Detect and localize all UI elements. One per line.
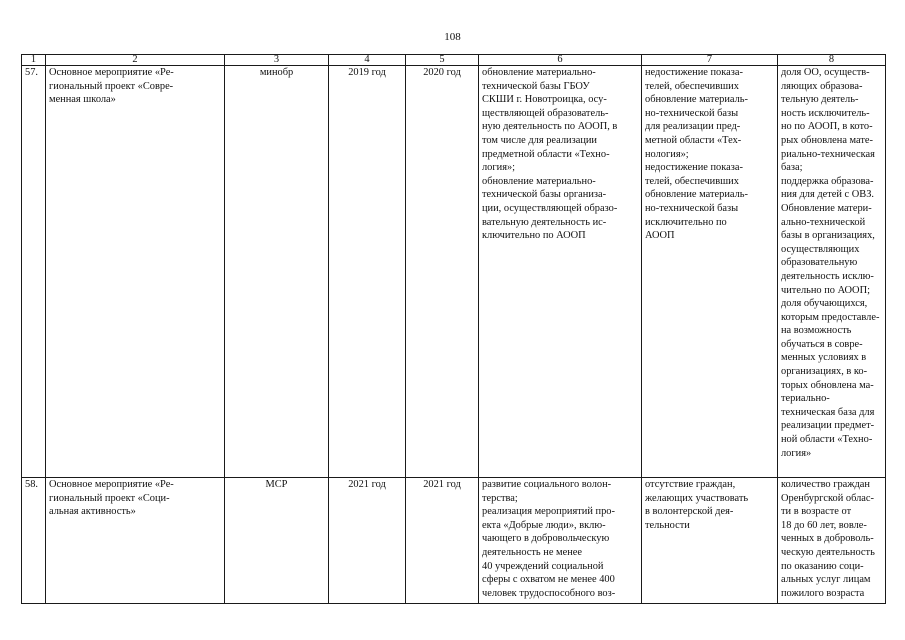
- start-year: 2019 год: [329, 66, 406, 478]
- related-indicators: доля ОО, осуществ- ляющих образова- тельную деятель- ность исключитель- но по АООП, в кото- рых обновлена мате- риально-техническая база; поддержка образова- ния для детей с ОВЗ. Обновление матери- ально-технической базы в организациях, осуществляющих образовательную деятельность исклю- чительно по АООП; доля обучающихся, которым предоставле- на возможность обучаться в совре- менных условиях в организациях, в ко- торых обновлена ма- териально- техническая база для реализации предмет- ной области «Техно- логия»: [778, 66, 886, 478]
- column-number-row: [22, 55, 886, 66]
- column-number: 7: [642, 55, 778, 66]
- end-year: 2021 год: [406, 478, 479, 604]
- event-name: Основное мероприятие «Ре- гиональный проект «Совре- менная школа»: [46, 66, 225, 478]
- row-number: 57.: [22, 66, 46, 478]
- non-implementation-consequences: недостижение показа- телей, обеспечивших обновление материаль- но-технической базы для реализации пред- метной области «Тех- нология»; недостижение показа- телей, обеспечивших обновление материаль- но-технической базы исключительно по АООП: [642, 66, 778, 478]
- column-number: 5: [406, 55, 479, 66]
- end-year: 2020 год: [406, 66, 479, 478]
- program-table: [21, 54, 886, 604]
- column-number: 3: [225, 55, 329, 66]
- event-name: Основное мероприятие «Ре- гиональный проект «Соци- альная активность»: [46, 478, 225, 604]
- table-row: [22, 478, 886, 604]
- non-implementation-consequences: отсутствие граждан, желающих участвовать в волонтерской дея- тельности: [642, 478, 778, 604]
- expected-result: развитие социального волон- терства; реализация мероприятий про- екта «Добрые люди», вклю- чающего в добровольческую деятельность не менее 40 учреждений социальной сферы с охватом не менее 400 человек трудоспособного воз-: [479, 478, 642, 604]
- expected-result: обновление материально- технической базы ГБОУ СКШИ г. Новотроицка, осу- ществляющей образователь- ную деятельность по АООП, в том числе для реализации предметной области «Техно- логия»; обновление материально- технической базы организа- ции, осуществляющей образо- вательную деятельность ис- ключительно по АООП: [479, 66, 642, 478]
- responsible-executor: минобр: [225, 66, 329, 478]
- page-number: 108: [444, 31, 461, 43]
- column-number: 1: [22, 55, 46, 66]
- column-number: 8: [778, 55, 886, 66]
- column-number: 2: [46, 55, 225, 66]
- table-row: [22, 66, 886, 478]
- start-year: 2021 год: [329, 478, 406, 604]
- row-number: 58.: [22, 478, 46, 604]
- column-number: 6: [479, 55, 642, 66]
- related-indicators: количество граждан Оренбургской облас- ти в возрасте от 18 до 60 лет, вовле- ченных в доброволь- ческую деятельность по оказанию соци- альных услуг лицам пожилого возраста: [778, 478, 886, 604]
- column-number: 4: [329, 55, 406, 66]
- responsible-executor: МСР: [225, 478, 329, 604]
